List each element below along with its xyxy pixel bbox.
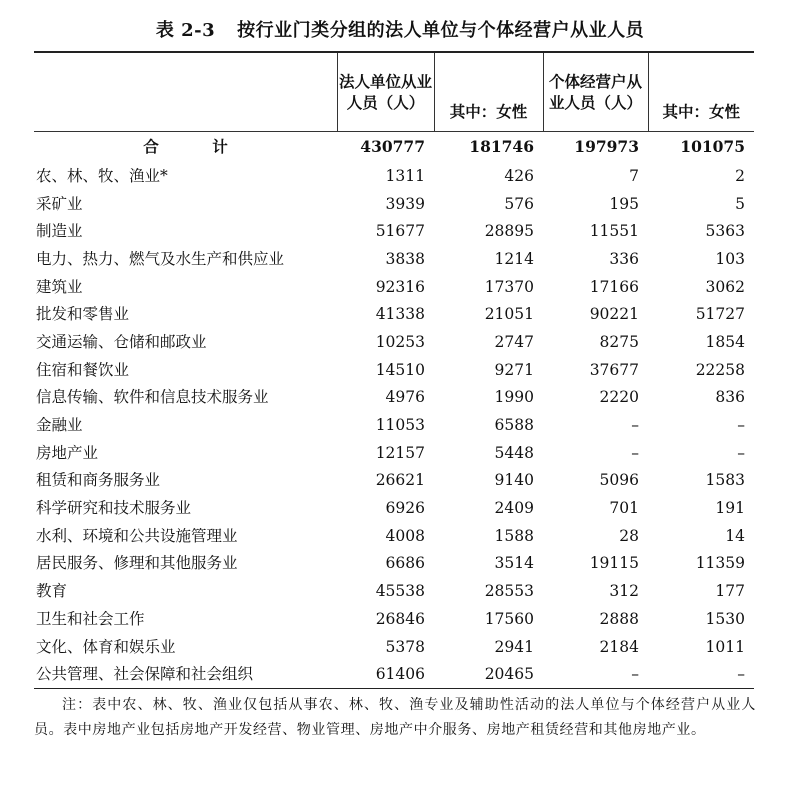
table-row — [34, 633, 754, 661]
individual-female-cell: 1530 — [705, 609, 745, 628]
industry-name: 文化、体育和娱乐业 — [36, 637, 176, 656]
legal-female-cell: 17370 — [484, 277, 534, 296]
individual-cell: 8275 — [599, 332, 639, 351]
individual-cell: 195 — [609, 194, 639, 213]
industry-name: 住宿和餐饮业 — [36, 360, 130, 379]
individual-cell: – — [543, 660, 648, 688]
legal-persons-cell: 26621 — [375, 471, 425, 490]
table-row — [34, 384, 754, 412]
industry-name: 租赁和商务服务业 — [36, 471, 161, 490]
legal-persons-cell: 45538 — [375, 582, 425, 601]
individual-cell: 336 — [609, 249, 639, 268]
individual-female-cell: 2 — [735, 166, 745, 185]
industry-name: 卫生和社会工作 — [36, 609, 145, 628]
table-row — [34, 245, 754, 273]
header-individual: 个体经营户从业人员（人） — [543, 52, 648, 132]
individual-cell: – — [631, 416, 639, 435]
header-legal-female: 其中：女性 — [434, 91, 543, 132]
statistics-table — [34, 51, 754, 689]
table-row — [34, 300, 754, 328]
legal-persons-cell: 11053 — [375, 416, 425, 435]
individual-female-cell: 5 — [735, 194, 745, 213]
footnote: 注：表中农、林、牧、渔业仅包括从事农、林、牧、渔专业及辅助性活动的法人单位与个体经营户从业人员。表中房地产业包括房地产开发经营、物业管理、房地产中介服务、房地产租赁经营和其他房地产业。 — [34, 697, 756, 738]
individual-cell: 701 — [609, 499, 639, 518]
legal-female-cell: 576 — [504, 194, 534, 213]
industry-name: 农、林、牧、渔业* — [36, 166, 168, 185]
individual-cell: – — [631, 443, 639, 462]
legal-female-cell: 3514 — [494, 554, 534, 573]
legal-female-cell: 2409 — [494, 499, 534, 518]
industry-name: 采矿业 — [36, 194, 83, 213]
individual-female-cell: 177 — [715, 582, 745, 601]
header-individual-female-blank — [648, 52, 754, 91]
industry-name: 制造业 — [36, 222, 83, 241]
legal-persons-cell: 41338 — [375, 305, 425, 324]
legal-female-cell: 2747 — [494, 332, 534, 351]
table-row — [34, 217, 754, 245]
table-title-text: 按行业门类分组的法人单位与个体经营户从业人员 — [237, 20, 645, 41]
industry-name: 交通运输、仓储和邮政业 — [36, 332, 207, 351]
header-individual-female: 其中：女性 — [648, 91, 754, 132]
individual-cell: 2888 — [599, 609, 639, 628]
industry-name: 批发和零售业 — [36, 305, 130, 324]
table-row — [34, 328, 754, 356]
legal-female-cell: 2941 — [494, 637, 534, 656]
legal-persons-cell: 6686 — [385, 554, 425, 573]
industry-name: 居民服务、修理和其他服务业 — [36, 554, 238, 573]
table-title — [0, 16, 800, 42]
table-number: 表 2-3 — [155, 20, 216, 41]
individual-cell: 2220 — [599, 388, 639, 407]
legal-female-cell: 1214 — [494, 249, 534, 268]
total-legal-female: 181746 — [469, 137, 534, 156]
legal-female-cell: 9140 — [494, 471, 534, 490]
industry-name: 信息传输、软件和信息技术服务业 — [36, 388, 269, 407]
table-row — [34, 356, 754, 384]
industry-name: 金融业 — [36, 416, 83, 435]
legal-persons-cell: 14510 — [375, 360, 425, 379]
table-row — [34, 162, 754, 190]
legal-female-cell: 9271 — [494, 360, 534, 379]
legal-female-cell: 426 — [504, 166, 534, 185]
individual-female-cell: 836 — [715, 388, 745, 407]
individual-cell: 28 — [619, 526, 639, 545]
legal-persons-cell: 4976 — [385, 388, 425, 407]
industry-name: 科学研究和技术服务业 — [36, 499, 192, 518]
individual-female-cell: 5363 — [705, 222, 745, 241]
table-row — [34, 439, 754, 467]
header-industry — [34, 52, 337, 132]
legal-persons-cell: 4008 — [385, 526, 425, 545]
legal-persons-cell: 92316 — [375, 277, 425, 296]
industry-name: 教育 — [36, 582, 68, 601]
header-legal-persons: 法人单位从业人员（人） — [337, 52, 434, 132]
individual-cell: 17166 — [589, 277, 639, 296]
table-row — [34, 660, 754, 688]
legal-persons-cell: 3838 — [385, 249, 425, 268]
total-individual-female: 101075 — [680, 137, 745, 156]
header-legal-female-blank — [434, 52, 543, 91]
table-row — [34, 550, 754, 578]
legal-persons-cell: 51677 — [375, 222, 425, 241]
total-label: 合 计 — [143, 137, 252, 156]
individual-cell: 90221 — [589, 305, 639, 324]
table-row — [34, 522, 754, 550]
legal-female-cell: 5448 — [494, 443, 534, 462]
table-row — [34, 273, 754, 301]
individual-female-cell: – — [737, 416, 745, 435]
legal-persons-cell: 26846 — [375, 609, 425, 628]
individual-female-cell: 103 — [715, 249, 745, 268]
total-individual: 197973 — [574, 137, 639, 156]
individual-female-cell: 22258 — [695, 360, 745, 379]
individual-female-cell: 191 — [715, 499, 745, 518]
individual-female-cell: 1011 — [705, 637, 745, 656]
legal-persons-cell: 5378 — [385, 637, 425, 656]
legal-female-cell: 1588 — [494, 526, 534, 545]
individual-female-cell: 1854 — [705, 332, 745, 351]
individual-female-cell: 14 — [725, 526, 745, 545]
total-row — [34, 132, 754, 163]
individual-female-cell: 11359 — [695, 554, 745, 573]
legal-persons-cell: 3939 — [385, 194, 425, 213]
individual-cell: 312 — [609, 582, 639, 601]
legal-female-cell: 28895 — [484, 222, 534, 241]
table-row — [34, 494, 754, 522]
table-row — [34, 577, 754, 605]
individual-cell: 7 — [629, 166, 639, 185]
industry-name: 电力、热力、燃气及水生产和供应业 — [36, 249, 285, 268]
industry-name: 建筑业 — [36, 277, 83, 296]
industry-name: 公共管理、社会保障和社会组织 — [34, 660, 337, 688]
legal-persons-cell: 10253 — [375, 332, 425, 351]
table-body — [34, 132, 754, 689]
legal-female-cell: 6588 — [494, 416, 534, 435]
industry-name: 房地产业 — [36, 443, 99, 462]
industry-name: 水利、环境和公共设施管理业 — [36, 526, 238, 545]
individual-female-cell: – — [648, 660, 754, 688]
individual-female-cell: 3062 — [705, 277, 745, 296]
legal-female-cell: 1990 — [494, 388, 534, 407]
individual-female-cell: – — [737, 443, 745, 462]
individual-cell: 19115 — [589, 554, 639, 573]
table-row — [34, 411, 754, 439]
individual-cell: 5096 — [599, 471, 639, 490]
individual-female-cell: 51727 — [695, 305, 745, 324]
table-row — [34, 190, 754, 218]
legal-persons-cell: 12157 — [375, 443, 425, 462]
legal-persons-cell: 61406 — [337, 660, 434, 688]
individual-cell: 2184 — [599, 637, 639, 656]
legal-female-cell: 28553 — [484, 582, 534, 601]
individual-cell: 37677 — [589, 360, 639, 379]
table-row — [34, 467, 754, 495]
total-legal: 430777 — [360, 137, 425, 156]
legal-persons-cell: 1311 — [385, 166, 425, 185]
individual-female-cell: 1583 — [705, 471, 745, 490]
legal-female-cell: 17560 — [484, 609, 534, 628]
table-row — [34, 605, 754, 633]
legal-female-cell: 21051 — [484, 305, 534, 324]
table-header — [34, 52, 754, 132]
legal-persons-cell: 6926 — [385, 499, 425, 518]
individual-cell: 11551 — [589, 222, 639, 241]
legal-female-cell: 20465 — [434, 660, 543, 688]
